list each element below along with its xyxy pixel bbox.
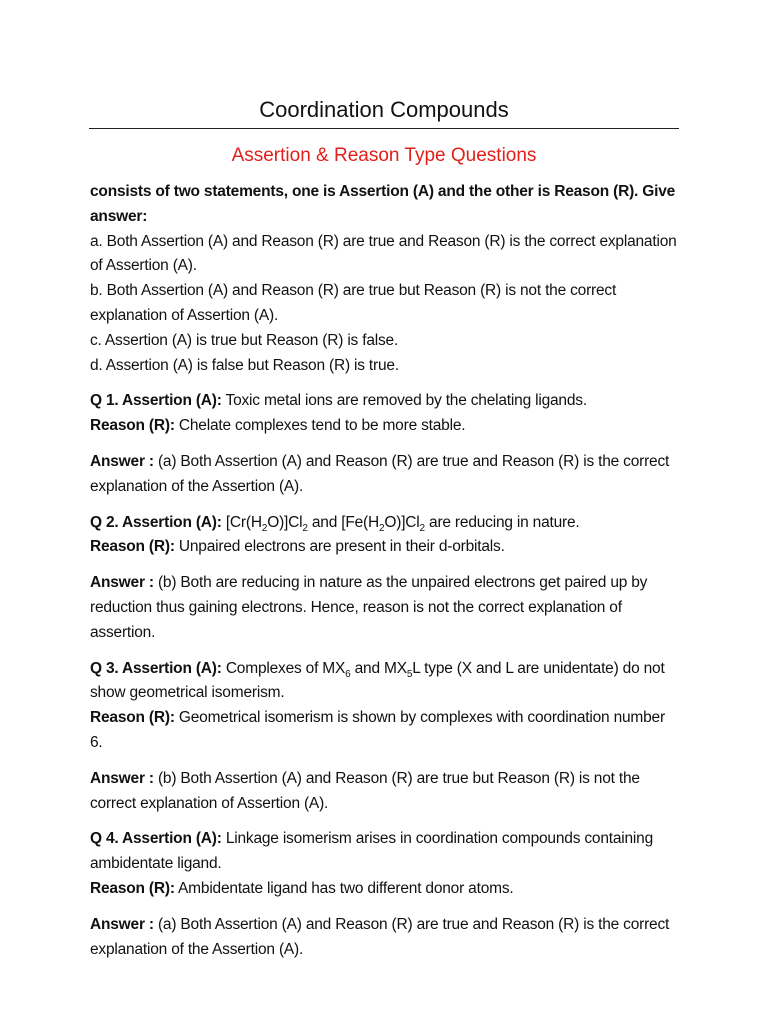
question-3-reason-text: Geometrical isomerism is shown by complexes with coordination number 6. bbox=[90, 709, 665, 751]
question-4-assertion-text: Linkage isomerism arises in coordination compounds containing ambidentate ligand. bbox=[90, 830, 654, 873]
answer-label: Answer : bbox=[90, 452, 154, 470]
question-1-reason-text: Chelate complexes tend to be more stable. bbox=[178, 417, 466, 435]
question-3-assertion bbox=[90, 657, 680, 707]
document-body bbox=[90, 180, 680, 962]
answer-3-text: (b) Both Assertion (A) and Reason (R) are true but Reason (R) is not the correct explanation of Assertion (A). bbox=[90, 769, 640, 812]
option-b: b. Both Assertion (A) and Reason (R) are true but Reason (R) is not the correct explanation of Assertion (A). bbox=[90, 282, 617, 324]
answer-1-text: (a) Both Assertion (A) and Reason (R) are true and Reason (R) is the correct explanation of the Assertion (A). bbox=[90, 452, 670, 495]
answer-label: Answer : bbox=[90, 769, 154, 787]
question-3-assertion-text: Complexes of $MX_6$ and $MX_5L$ type (X and L are unidentate) do not show geometrical isomerism. bbox=[90, 659, 665, 702]
question-1-reason bbox=[90, 414, 680, 439]
title-divider bbox=[89, 128, 679, 129]
reason-label: Reason (R): bbox=[90, 709, 175, 727]
question-1-assertion bbox=[90, 389, 680, 414]
answer-label: Answer : bbox=[90, 915, 154, 933]
question-4-label: Q 4. Assertion (A): bbox=[90, 830, 222, 848]
question-3-label: Q 3. Assertion (A): bbox=[90, 659, 222, 677]
reason-label: Reason (R): bbox=[90, 538, 175, 556]
question-4-reason bbox=[90, 877, 680, 902]
option-c: c. Assertion (A) is true but Reason (R) is false. bbox=[90, 331, 399, 349]
question-2-reason-text: Unpaired electrons are present in their d-orbitals. bbox=[178, 538, 505, 556]
question-2-assertion bbox=[90, 511, 680, 536]
question-4 bbox=[90, 827, 680, 901]
document-title: Coordination Compounds bbox=[259, 97, 509, 122]
reason-label: Reason (R): bbox=[90, 417, 175, 435]
question-2-label: Q 2. Assertion (A): bbox=[90, 513, 222, 531]
option-d: d. Assertion (A) is false but Reason (R) is true. bbox=[90, 356, 399, 374]
answer-3 bbox=[90, 767, 680, 817]
question-1-label: Q 1. Assertion (A): bbox=[90, 392, 222, 410]
question-2-reason bbox=[90, 535, 680, 560]
answer-4-text: (a) Both Assertion (A) and Reason (R) are true and Reason (R) is the correct explanation of the Assertion (A). bbox=[90, 915, 670, 958]
instructions-text: consists of two statements, one is Assertion (A) and the other is Reason (R). Give answer: bbox=[90, 183, 676, 225]
question-1 bbox=[90, 389, 680, 439]
answer-4 bbox=[90, 913, 680, 963]
question-1-assertion-text: Toxic metal ions are removed by the chelating ligands. bbox=[225, 392, 587, 410]
question-3 bbox=[90, 657, 680, 756]
question-2-assertion-text: $[Cr(H_2O)]Cl_2$ and $[Fe(H_2O)]Cl_2$ are reducing in nature. bbox=[225, 513, 580, 534]
reason-label: Reason (R): bbox=[90, 879, 175, 897]
section-subtitle: Assertion & Reason Type Questions bbox=[231, 145, 537, 166]
question-4-assertion bbox=[90, 827, 680, 877]
answer-1 bbox=[90, 450, 680, 500]
answer-label: Answer : bbox=[90, 574, 154, 592]
answer-2-text: (b) Both are reducing in nature as the unpaired electrons get paired up by reduction thus gaining electrons. Hence, reason is not the correct explanation of assertion. bbox=[90, 574, 648, 641]
question-4-reason-text: Ambidentate ligand has two different donor atoms. bbox=[178, 879, 514, 897]
answer-2 bbox=[90, 571, 680, 645]
question-3-reason bbox=[90, 706, 680, 756]
question-2 bbox=[90, 511, 680, 561]
option-a: a. Both Assertion (A) and Reason (R) are true and Reason (R) is the correct explanation of Assertion (A). bbox=[90, 232, 677, 275]
